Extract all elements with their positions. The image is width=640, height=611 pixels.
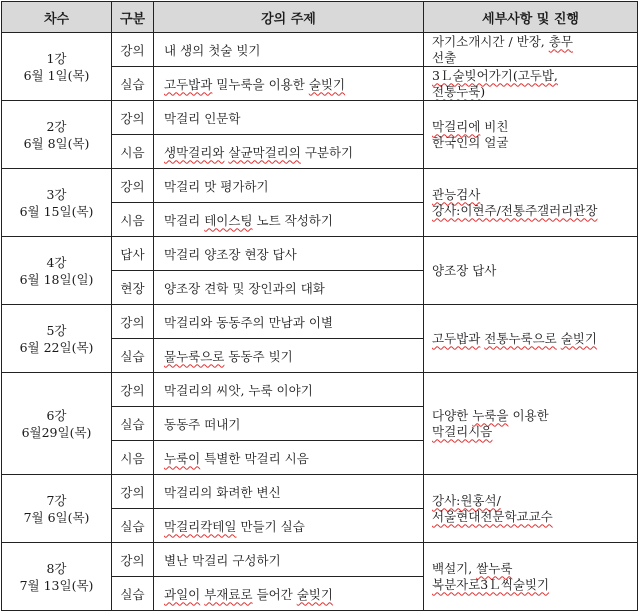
topic-cell: 막걸리의 씨앗, 누룩 이야기 [154, 373, 424, 407]
details-line: 강사:이현주/전통주갤러리관장 [432, 202, 598, 218]
topic-cell: 별난 막걸리 구성하기 [154, 543, 424, 577]
header-topic: 강의 주제 [154, 2, 424, 33]
type-cell: 답사 [112, 237, 154, 271]
table-row [2, 305, 638, 339]
details-line: 한국인의 얼굴 [432, 134, 509, 150]
topic-cell: 고두밥과 밀누룩을 이용한 술빚기 [154, 67, 424, 101]
details-line: 관능검사 [432, 186, 481, 202]
details-line: 선출 [432, 49, 457, 65]
details-line: 자기소개시간 / 반장, 총무 [432, 33, 573, 49]
details-line: 전통누룩) [432, 83, 486, 99]
session-label: 7강 [46, 492, 67, 508]
type-cell: 강의 [112, 543, 154, 577]
details-line: 막걸리에 비친 [432, 118, 509, 134]
type-cell: 실습 [112, 407, 154, 441]
schedule-body [2, 33, 638, 611]
type-cell: 시음 [112, 135, 154, 169]
details-cell [424, 169, 638, 237]
session-date: 6월29일(목) [21, 424, 92, 440]
topic-cell: 막걸리 인문학 [154, 101, 424, 135]
details-line: 막걸리시음 [432, 423, 493, 439]
details-cell [424, 237, 638, 305]
session-cell [2, 373, 112, 475]
topic-cell: 과일이 부재료로 들어간 술빚기 [154, 577, 424, 611]
table-row [2, 475, 638, 509]
type-cell: 시음 [112, 441, 154, 475]
details-cell [424, 33, 638, 67]
topic-cell: 막걸리 테이스팅 노트 작성하기 [154, 203, 424, 237]
session-date: 7월 6일(목) [23, 509, 90, 525]
type-cell: 실습 [112, 339, 154, 373]
details-line: 강사:원홍석/ [432, 492, 501, 508]
session-date: 7월 13일(목) [19, 577, 94, 593]
session-cell [2, 475, 112, 543]
topic-cell: 막걸리 맛 평가하기 [154, 169, 424, 203]
table-row [2, 101, 638, 135]
topic-cell: 누룩이 특별한 막걸리 시음 [154, 441, 424, 475]
details-cell [424, 67, 638, 101]
type-cell: 강의 [112, 169, 154, 203]
session-cell [2, 237, 112, 305]
table-row [2, 169, 638, 203]
session-label: 4강 [46, 254, 67, 270]
session-label: 5강 [46, 322, 67, 338]
details-line: 서울현대전문학교교수 [432, 508, 553, 524]
session-label: 2강 [46, 118, 67, 134]
session-label: 1강 [46, 50, 67, 66]
session-date: 6월 1일(목) [23, 67, 90, 83]
details-line: 3Ｌ술빚어가기(고두밥, [432, 67, 558, 83]
header-details: 세부사항 및 진행 [424, 2, 638, 33]
type-cell: 강의 [112, 373, 154, 407]
details-cell [424, 543, 638, 611]
details-line: 다양한 누룩을 이용한 [432, 407, 549, 423]
session-label: 8강 [46, 560, 67, 576]
type-cell: 시음 [112, 203, 154, 237]
details-cell [424, 101, 638, 169]
session-date: 6월 18일(일) [19, 271, 94, 287]
course-schedule-table [1, 1, 638, 611]
details-cell [424, 475, 638, 543]
topic-cell: 동동주 떠내기 [154, 407, 424, 441]
topic-cell: 생막걸리와 살균막걸리의 구분하기 [154, 135, 424, 169]
session-date: 6월 8일(목) [23, 135, 90, 151]
type-cell: 강의 [112, 475, 154, 509]
header-type: 구분 [112, 2, 154, 33]
type-cell: 현장 [112, 271, 154, 305]
type-cell: 실습 [112, 509, 154, 543]
table-row [2, 373, 638, 407]
details-cell [424, 305, 638, 373]
details-line: 양조장 답사 [432, 262, 497, 278]
session-cell [2, 543, 112, 611]
type-cell: 강의 [112, 33, 154, 67]
table-row [2, 33, 638, 67]
type-cell: 실습 [112, 577, 154, 611]
table-row [2, 237, 638, 271]
session-label: 6강 [46, 407, 67, 423]
details-line: 백설기, 쌀누룩 [432, 560, 513, 576]
details-cell [424, 373, 638, 475]
topic-cell: 물누룩으로 동동주 빚기 [154, 339, 424, 373]
session-cell [2, 305, 112, 373]
header-row [2, 2, 638, 33]
type-cell: 실습 [112, 67, 154, 101]
session-label: 3강 [46, 186, 67, 202]
topic-cell: 막걸리칵테일 만들기 실습 [154, 509, 424, 543]
details-line: 복분자로3Ｌ씩술빚기 [432, 576, 550, 592]
details-line: 고두밥과 전통누룩으로 술빚기 [432, 330, 597, 346]
type-cell: 강의 [112, 305, 154, 339]
topic-cell: 막걸리의 화려한 변신 [154, 475, 424, 509]
session-date: 6월 15일(목) [19, 203, 94, 219]
topic-cell: 양조장 견학 및 장인과의 대화 [154, 271, 424, 305]
topic-cell: 막걸리 양조장 현장 답사 [154, 237, 424, 271]
header-session: 차수 [2, 2, 112, 33]
session-cell [2, 33, 112, 101]
topic-cell: 내 생의 첫술 빚기 [154, 33, 424, 67]
session-cell [2, 169, 112, 237]
session-cell [2, 101, 112, 169]
table-row [2, 543, 638, 577]
topic-cell: 막걸리와 동동주의 만남과 이별 [154, 305, 424, 339]
type-cell: 강의 [112, 101, 154, 135]
session-date: 6월 22일(목) [19, 339, 94, 355]
